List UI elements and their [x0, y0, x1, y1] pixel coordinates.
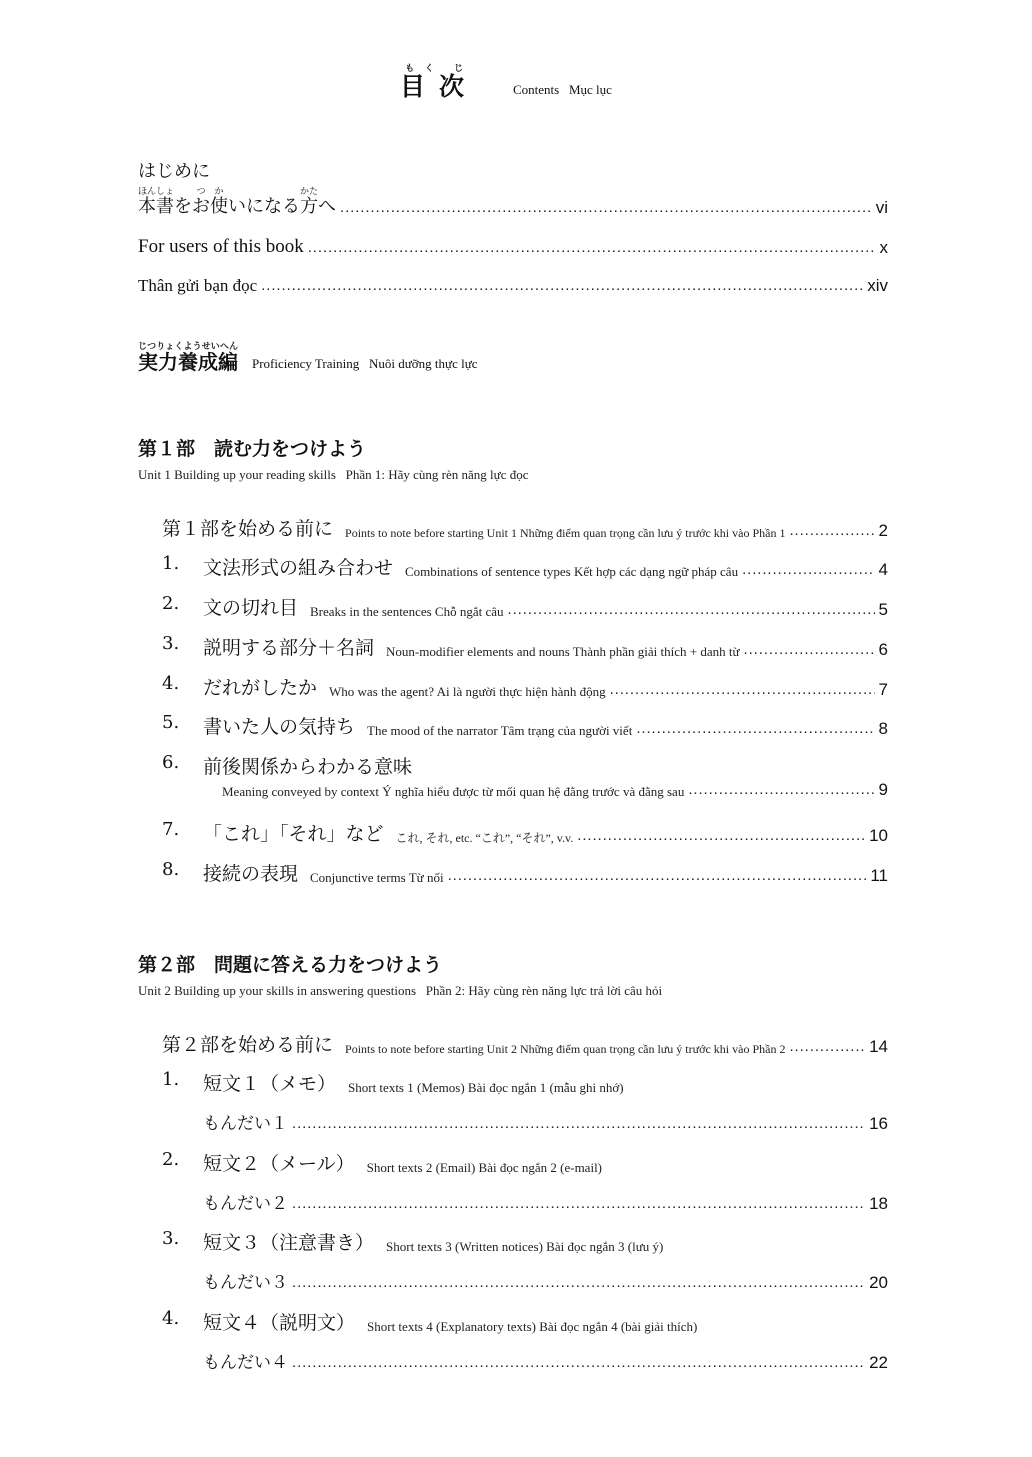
entry-subtitle: これ, それ, etc. “これ”, “それ”, v.v. — [395, 831, 574, 845]
page-number: 16 — [869, 1114, 888, 1133]
page-number: 4 — [878, 560, 888, 579]
page-number: x — [879, 238, 888, 257]
title-translation: Contents Mục lục — [513, 82, 612, 97]
entry-number: 7. — [162, 819, 180, 840]
question-label: もんだい３ — [203, 1273, 288, 1293]
entry-title: For users of this book — [138, 236, 304, 257]
title-kanji-1: 目もく — [400, 64, 440, 101]
dot-leader — [340, 200, 872, 218]
question-label: もんだい１ — [203, 1114, 288, 1134]
page-number: 22 — [869, 1353, 888, 1372]
entry-title: 書いた人の気持ち — [203, 716, 356, 738]
entry-number: 8. — [162, 859, 180, 880]
dot-leader — [636, 721, 874, 739]
page-number: 5 — [878, 600, 888, 619]
page-number: 9 — [878, 780, 888, 799]
page-number: 8 — [878, 719, 888, 738]
entry-title: 本書ほんしょをお使つかいになる方かたへ — [138, 187, 337, 217]
toc-entry-part1-4[interactable] — [0, 673, 1032, 703]
entry-title: だれがしたか — [203, 677, 318, 699]
entry-number: 2. — [162, 1149, 180, 1170]
question-label: もんだい４ — [203, 1353, 288, 1373]
dot-leader — [292, 1116, 865, 1134]
page-number: xiv — [867, 276, 888, 295]
proficiency-heading — [138, 342, 478, 375]
page-number: 6 — [878, 640, 888, 659]
page-number: 10 — [869, 826, 888, 845]
toc-entry-part1-7[interactable] — [0, 819, 1032, 849]
dot-leader — [508, 602, 875, 620]
entry-number: 6. — [162, 752, 180, 773]
entry-number: 1. — [162, 1069, 180, 1090]
entry-number: 3. — [162, 1228, 180, 1249]
toc-entry-part2-intro[interactable] — [162, 1030, 888, 1057]
page-number: 20 — [869, 1273, 888, 1292]
entry-subtitle: Short texts 4 (Explanatory texts) Bài đọc ngắn 4 (bài giải thích) — [367, 1319, 698, 1334]
proficiency-subtitle: Proficiency Training Nuôi dưỡng thực lực — [252, 356, 478, 371]
entry-subtitle: Short texts 3 (Written notices) Bài đọc ngắn 3 (lưu ý) — [386, 1239, 664, 1254]
entry-title: 第１部を始める前に — [162, 518, 334, 540]
entry-title: 文法形式の組み合わせ — [203, 557, 394, 579]
entry-title: Thân gửi bạn đọc — [138, 276, 258, 295]
entry-subtitle: Noun-modifier elements and nouns Thành phần giải thích + danh từ — [386, 644, 740, 659]
dot-leader — [577, 828, 865, 846]
toc-entry-part2-4[interactable] — [0, 1308, 1032, 1378]
entry-subtitle: Short texts 2 (Email) Bài đọc ngắn 2 (e-mail) — [366, 1160, 603, 1175]
page-number: 7 — [878, 680, 888, 699]
toc-entry-part1-1[interactable] — [0, 553, 1032, 583]
dot-leader — [742, 562, 874, 580]
toc-entry-part1-intro[interactable] — [162, 514, 888, 541]
entry-subtitle: Combinations of sentence types Kết hợp các dạng ngữ pháp câu — [405, 564, 739, 579]
toc-entry-how-to-use[interactable] — [138, 187, 888, 218]
toc-entry-than-gui[interactable] — [138, 276, 888, 296]
toc-entry-part2-3[interactable] — [0, 1228, 1032, 1298]
entry-title: 前後関係からわかる意味 — [203, 756, 413, 778]
entry-subtitle: Conjunctive terms Từ nối — [310, 870, 444, 885]
question-label: もんだい２ — [203, 1194, 288, 1214]
entry-number: 5. — [162, 712, 180, 733]
dot-leader — [789, 1039, 865, 1057]
dot-leader — [261, 278, 863, 296]
toc-entry-part1-8[interactable] — [0, 859, 1032, 889]
toc-entry-for-users[interactable] — [138, 236, 888, 258]
entry-title: 短文４（説明文） — [203, 1312, 356, 1334]
toc-entry-part1-6[interactable] — [0, 752, 1032, 812]
part2-subtitle: Unit 2 Building up your skills in answering questions Phần 2: Hãy cùng rèn năng lực trả lời câu hỏi — [138, 983, 663, 998]
page-number: 18 — [869, 1194, 888, 1213]
entry-subtitle: Short texts 1 (Memos) Bài đọc ngắn 1 (mẫu ghi nhớ) — [348, 1080, 624, 1095]
entry-title: 短文２（メール） — [203, 1153, 355, 1175]
dot-leader — [688, 782, 874, 800]
title-kanji-2: 次じ — [439, 64, 479, 101]
dot-leader — [308, 240, 876, 258]
entry-title: 文の切れ目 — [203, 597, 299, 619]
hajimeni-heading: はじめに — [138, 161, 210, 182]
page-title — [400, 64, 478, 103]
dot-leader — [789, 523, 874, 541]
entry-subtitle: Points to note before starting Unit 2 Những điểm quan trọng cần lưu ý trước khi vào Phần 2 — [345, 1042, 786, 1056]
entry-subtitle: Meaning conveyed by context Ý nghĩa hiểu được từ mối quan hệ đằng trước và đằng sau — [222, 784, 685, 799]
entry-title: 第２部を始める前に — [162, 1034, 334, 1056]
dot-leader — [744, 642, 875, 660]
entry-number: 4. — [162, 1308, 180, 1329]
entry-title: 説明する部分＋名詞 — [203, 637, 375, 659]
dot-leader — [292, 1196, 865, 1214]
entry-number: 4. — [162, 673, 180, 694]
part1-heading: 第１部 読む力をつけよう — [138, 438, 367, 460]
page-number: 2 — [878, 521, 888, 540]
toc-entry-part2-2[interactable] — [0, 1149, 1032, 1219]
entry-subtitle: Breaks in the sentences Chỗ ngắt câu — [310, 604, 504, 619]
part1-subtitle: Unit 1 Building up your reading skills Phần 1: Hãy cùng rèn năng lực đọc — [138, 467, 529, 482]
entry-number: 2. — [162, 593, 180, 614]
part2-heading: 第２部 問題に答える力をつけよう — [138, 954, 443, 976]
toc-entry-part1-2[interactable] — [0, 593, 1032, 623]
entry-subtitle: Who was the agent? Ai là người thực hiện hành động — [329, 684, 606, 699]
page-number: vi — [875, 198, 888, 217]
toc-entry-part1-3[interactable] — [0, 633, 1032, 663]
entry-number: 1. — [162, 553, 180, 574]
entry-title: 短文３（注意書き） — [203, 1232, 375, 1254]
entry-number: 3. — [162, 633, 180, 654]
page-number: 14 — [869, 1037, 888, 1056]
dot-leader — [448, 868, 867, 886]
dot-leader — [610, 682, 875, 700]
entry-subtitle: The mood of the narrator Tâm trạng của người viết — [367, 723, 633, 738]
entry-title: 短文１（メモ） — [203, 1073, 337, 1095]
entry-title: 接続の表現 — [203, 863, 299, 885]
toc-entry-part1-5[interactable] — [0, 712, 1032, 742]
proficiency-title: 実力養成編じつりょくようせいへん — [138, 342, 238, 374]
toc-entry-part2-1[interactable] — [0, 1069, 1032, 1139]
dot-leader — [292, 1355, 865, 1373]
page-number: 11 — [870, 866, 888, 885]
dot-leader — [292, 1275, 865, 1293]
entry-title: 「これ」「それ」など — [203, 823, 384, 845]
entry-subtitle: Points to note before starting Unit 1 Những điểm quan trọng cần lưu ý trước khi vào Phần 1 — [345, 526, 786, 540]
